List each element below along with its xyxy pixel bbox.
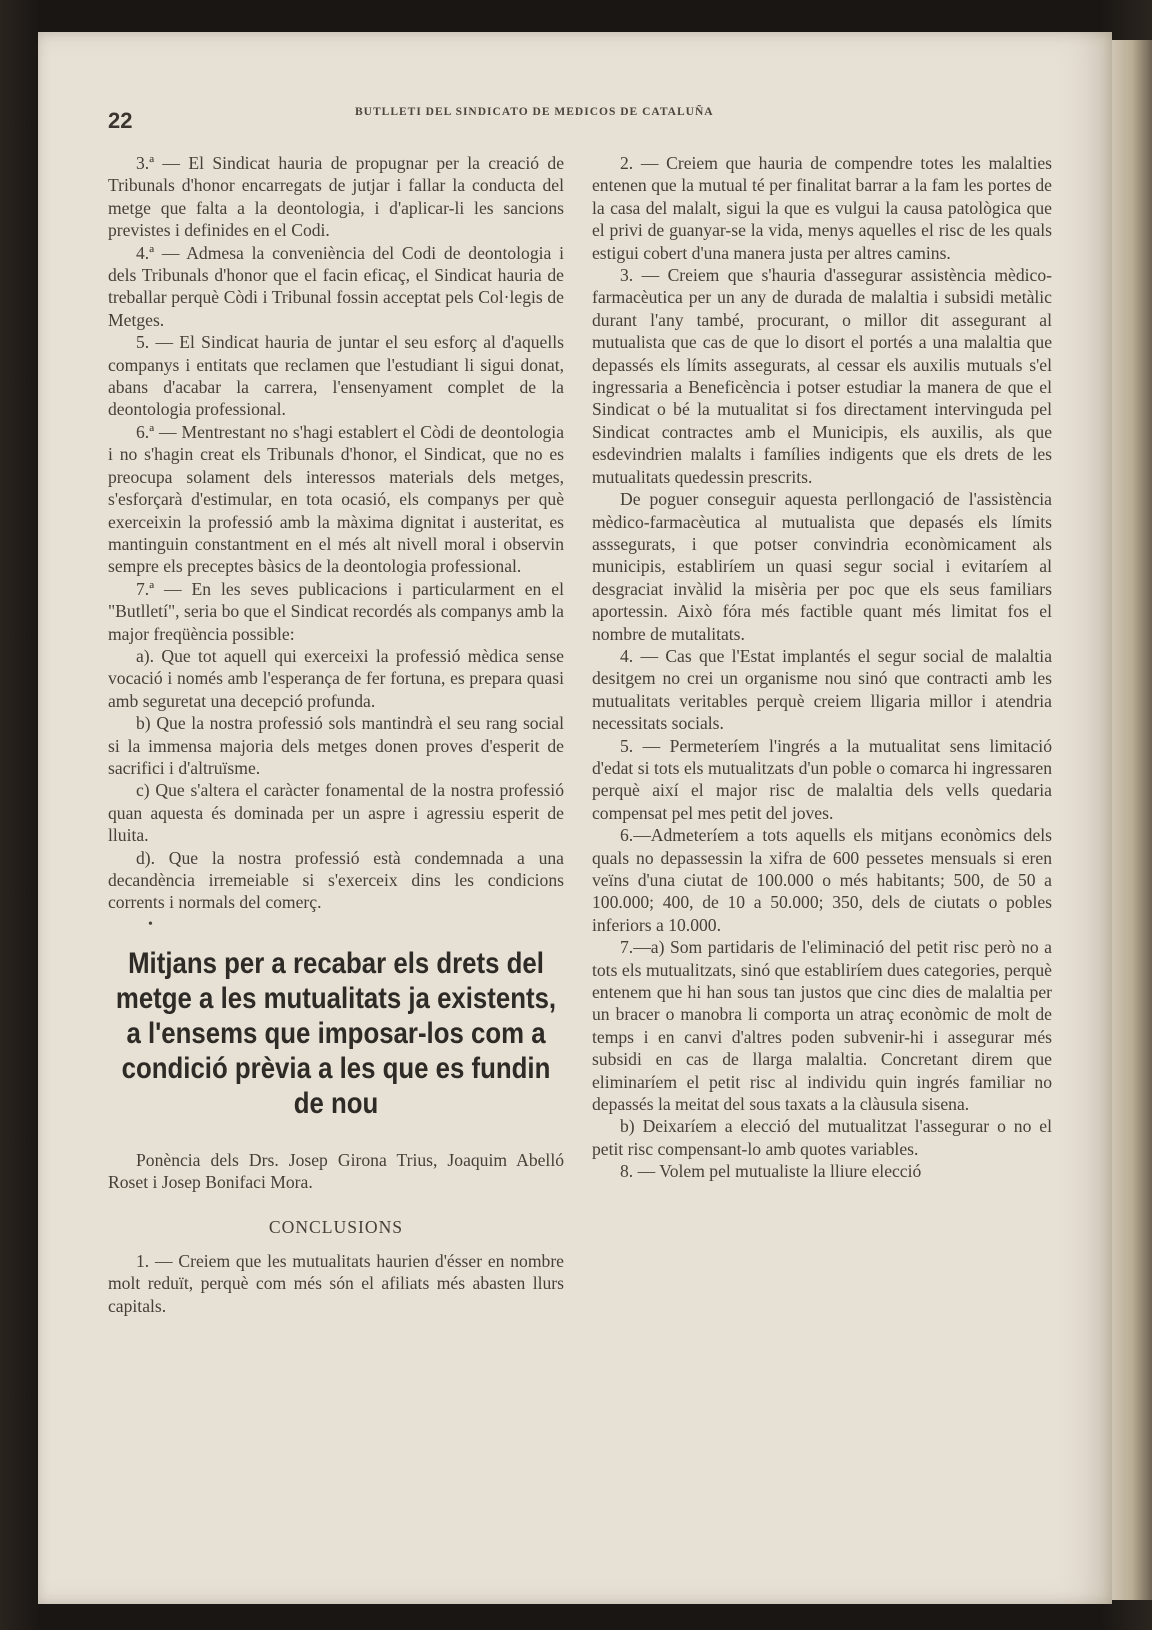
article-7-a: a). Que tot aquell qui exerceixi la professió mèdica sense vocació i només amb l'esperança de fer fortuna, es prepara quasi amb seguretat una decepció profunda.: [108, 645, 564, 711]
article-4: 4.ª — Admesa la conveniència del Codi de deontologia i dels Tribunals d'honor que el facin eficaç, el Sindicat hauria de treballar perquè Còdi i Tribunal fossin acceptat pels Col·legis de Metges.: [108, 242, 564, 330]
conclusion-7-a: 7.—a) Som partidaris de l'eliminació del petit risc però no a tots els mutualitzats, sinó que establiríem dues categories, perquè entenem que hi han sous tan justos que cinc dies de malaltia per un bracer o manobra li comporta un atraç econòmic de molt de temps i en canvi d'altres poden subvenir-hi i assegurar més subsidi en cas de llarga malaltia. Concretant direm que eliminaríem el petit risc al individu quin ingrés familiar no depassés la meitat del sous taxats a la clàusula sisena.: [592, 937, 1052, 1115]
conclusions-heading: CONCLUSIONS: [268, 1216, 404, 1237]
article-7-c: c) Que s'altera el caràcter fonamental de la nostra professió quan aquesta és dominada per un aspre i agressiu esperit de lluita.: [108, 780, 564, 846]
section-bullet: •: [148, 916, 153, 932]
conclusion-4: 4. — Cas que l'Estat implantés el segur social de malaltia desitgem no crei un organisme nou sinó que contracti amb les mutualitats veritables perquè creiem lligaria millor i atendria necessitats socials.: [592, 645, 1052, 734]
left-column: [108, 152, 564, 1317]
article-7: 7.ª — En les seves publicacions i particularment en el "Butlletí", seria bo que el Sindicat recordés als companys amb la major freqüència possible:: [108, 578, 564, 644]
running-head: BUTLLETI DEL SINDICATO DE MEDICOS DE CATALUÑA: [355, 106, 714, 118]
book-spine-edge: [1112, 40, 1152, 1600]
article-7-b: b) Que la nostra professió sols mantindrà el seu rang social si la immensa majoria dels metges donen proves d'esperit de sacrifici i d'altruïsme.: [108, 713, 564, 778]
article-6: 6.ª — Mentrestant no s'hagi establert el Còdi de deontologia i no s'hagin creat els Tribunals d'honor, el Sindicat, que no es preocupa solament dels interessos materials dels metges, s'esforçarà d'estimular, en tota ocasió, els companys per què exerceixin la professió amb la màxima dignitat i austeritat, es mantinguin constantment en el més alt nivell moral i observin sempre els preceptes bàsics de la deontologia professional.: [108, 421, 564, 577]
page-number: 22: [108, 108, 133, 133]
conclusion-3: 3. — Creiem que s'hauria d'assegurar assistència mèdico-farmacèutica per un any de durada de malaltia i subsidi metàlic durant l'any també, procurant, o millor dit assegurant al mutualista que cas de que lo disort el portés a una malaltia que depassés els límits assegurats, al cessar els auxilis mutuals s'el ingressaria a Beneficència i potser estudiar la manera de que el Sindicat o bé la mutualitat si fos directament intervinguda pel Sindicat contractes amb el Municipis, els auxilis, als que esdevindrien malalts i famílies indigents que els drets de les mutualitats quedessin prescrits.: [592, 265, 1052, 487]
right-column: [592, 152, 1052, 1183]
conclusion-5: 5. — Permeteríem l'ingrés a la mutualitat sens limitació d'edat si tots els mutualitzats d'un poble o comarca hi ingressaren perquè així el major risc de malaltia dels vells quedaria compensat pel mes petit del joves.: [592, 735, 1052, 823]
article-3: 3.ª — El Sindicat hauria de propugnar per la creació de Tribunals d'honor encarregats de jutjar i fallar la conducta del metge que falta a la deontologia, i d'aplicar-li les sancions previstes i definides en el Codi.: [108, 153, 564, 241]
conclusion-3-continued: De poguer conseguir aquesta perllongació de l'assistència mèdico-farmacèutica al mutualista que depasés els límits asssegurats, i que potser convindria econòmicament als municipis, establiríem un quasi segur social i evitaríem al desgraciat invàlid la misèria per poc que els seus familiars aportessin. Això fóra més factible quant més limitat fos el nombre de mutalitats.: [592, 489, 1052, 644]
conclusion-1: 1. — Creiem que les mutualitats haurien d'ésser en nombre molt reduït, perquè com més són el afiliats més abasten llurs capitals.: [108, 1251, 564, 1316]
section-heading: Mitjans per a recabar els drets del metge a les mutualitats ja existents, a l'ensems que imposar-los com a condició prèvia a les que es fundin de nou: [115, 946, 557, 1120]
conclusion-7-b: b) Deixaríem a elecció del mutualitzat l'assegurar o no el petit risc compensant-lo amb quotes variables.: [592, 1116, 1052, 1159]
byline: Ponència dels Drs. Josep Girona Trius, Joaquim Abelló Roset i Josep Bonifaci Mora.: [108, 1149, 564, 1193]
article-5: 5. — El Sindicat hauria de juntar el seu esforç al d'aquells companys i entitats que reclamen que l'estudiant li sigui donat, abans d'acabar la carrera, l'ensenyament complet de la deontologia professional.: [108, 332, 564, 420]
article-7-d: d). Que la nostra professió està condemnada a una decandència irremeiable si s'exerceix dins les condicions corrents i normals del comerç.: [108, 847, 564, 913]
conclusion-6: 6.—Admeteríem a tots aquells els mitjans econòmics dels quals no depassessin la xifra de 600 pessetes mensuals si eren veïns d'una ciutat de 100.000 o més habitants; 500, de 50 a 100.000; 400, de 10 a 50.000; 350, dels de ciutats o pobles inferiors a 10.000.: [592, 825, 1052, 935]
conclusion-2: 2. — Creiem que hauria de compendre totes les malalties entenen que la mutual té per finalitat barrar a la fam les portes de la casa del malalt, sigui la que es vulgui la causa patològica que el privi de guanyar-se la vida, menys aquelles el risc de les quals estigui cobert d'una manera justa per altres camins.: [592, 153, 1052, 263]
conclusion-8: 8. — Volem pel mutualiste la lliure elecció: [620, 1161, 922, 1182]
